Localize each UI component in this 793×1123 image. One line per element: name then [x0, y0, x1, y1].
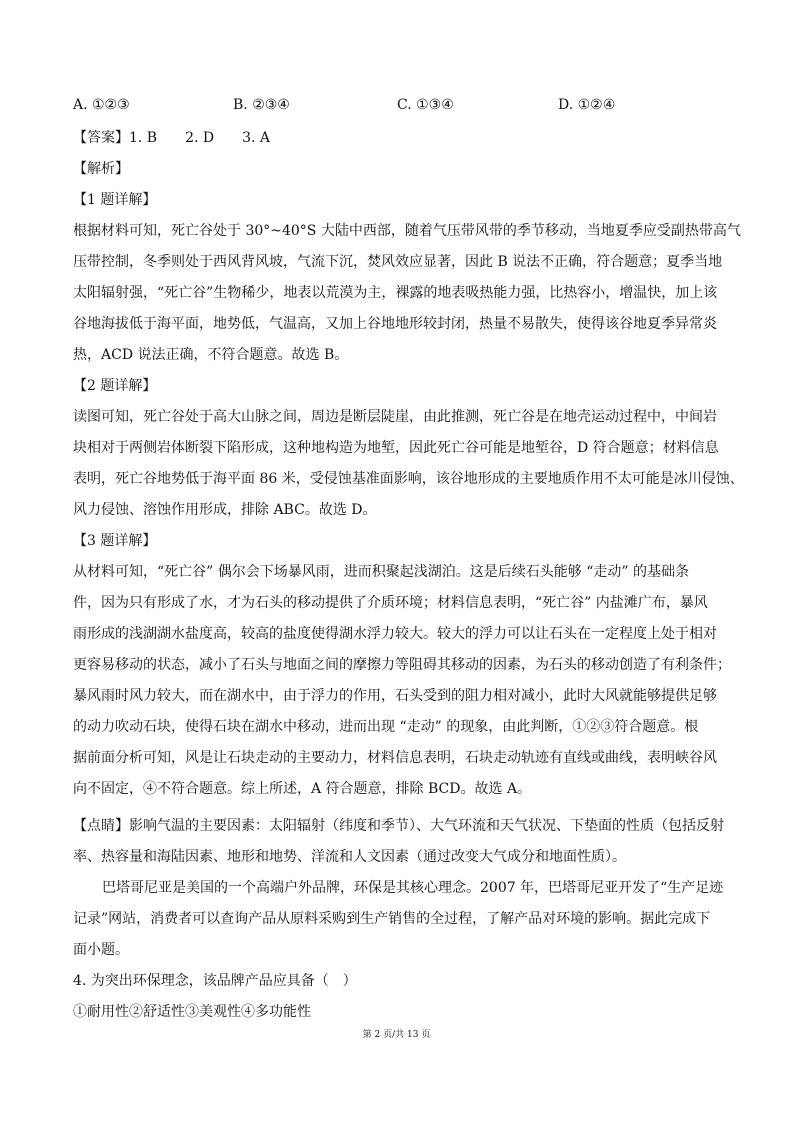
answer-line: 【答案】1. B 2. D 3. A: [73, 130, 271, 146]
q3-line: 更容易移动的状态，减小了石头与地面之间的摩擦力等阻碍其移动的因素，为石头的移动创造了有利条件；: [73, 657, 731, 673]
q3-line: 雨形成的浅湖湖水盐度高，较高的盐度使得湖水浮力较大。较大的浮力可以让石头在一定程度上处于相对: [73, 626, 717, 642]
option-b: B. ②③④: [233, 97, 290, 113]
q1-line: 谷地海拔低于海平面，地势低，气温高，又加上谷地地形较封闭，热量不易散失，使得该谷地夏季异常炎: [73, 316, 717, 332]
option-c: C. ①③④: [397, 97, 454, 113]
q1-line: 太阳辐射强，“死亡谷”生物稀少，地表以荒漠为主，裸露的地表吸热能力强，比热容小，增温快，加上该: [73, 285, 718, 301]
q3-line: 的动力吹动石块，使得石块在湖水中移动，进而出现 “走动” 的现象，由此判断，①②③符合题意。根: [73, 719, 699, 735]
q3-line: 件，因为只有形成了水，才为石头的移动提供了介质环境；材料信息表明，“死亡谷” 内盐滩广布，暴风: [73, 595, 708, 611]
passage-line: 面小题。: [73, 942, 129, 958]
q3-line: 暴风雨时风力较大，而在湖水中，由于浮力的作用，石头受到的阻力相对减小，此时大风就能够提供足够: [73, 688, 717, 704]
q1-line: 压带控制，冬季则处于西风背风坡，气流下沉，焚风效应显著，因此 B 说法不正确，符合题意；夏季当地: [73, 254, 723, 270]
option-d: D. ①②④: [558, 97, 616, 113]
tip-line: 【点睛】影响气温的主要因素：太阳辐射（纬度和季节）、大气环流和天气状况、下垫面的性质（包括反射: [73, 818, 724, 834]
q2-line: 块相对于两侧岩体断裂下陷形成，这种地构造为地堑，因此死亡谷可能是地堑谷，D 符合题意；材料信息: [73, 440, 719, 456]
question-4-stem: 4. 为突出环保理念，该品牌产品应具备（ ）: [73, 973, 357, 989]
q2-line: 表明，死亡谷地势低于海平面 86 米，受侵蚀基准面影响，该谷地形成的主要地质作用不太可能是冰川侵蚀、: [73, 471, 744, 487]
q3-line: 从材料可知，“死亡谷” 偶尔会下场暴风雨，进而积聚起浅湖泊。这是后续石头能够 “走动” 的基础条: [73, 564, 689, 580]
q3-heading: 【3 题详解】: [73, 533, 157, 549]
analysis-heading: 【解析】: [73, 161, 129, 177]
q2-heading: 【2 题详解】: [73, 378, 157, 394]
tip-line: 率、热容量和海陆因素、地形和地势、洋流和人文因素（通过改变大气成分和地面性质）。: [73, 849, 626, 865]
passage-line: 巴塔哥尼亚是美国的一个高端户外品牌，环保是其核心理念。2007 年，巴塔哥尼亚开发了“生产足迹: [102, 880, 724, 896]
q2-line: 风力侵蚀、溶蚀作用形成，排除 ABC。故选 D。: [73, 502, 377, 518]
q1-heading: 【1 题详解】: [73, 192, 157, 208]
q3-line: 据前面分析可知，风是让石块走动的主要动力，材料信息表明，石块走动轨迹有直线或曲线，表明峡谷风: [73, 750, 717, 766]
page-footer: 第 2 页/共 13 页: [362, 1030, 431, 1040]
q2-line: 读图可知，死亡谷处于高大山脉之间，周边是断层陡崖，由此推测，死亡谷是在地壳运动过程中，中间岩: [73, 409, 717, 425]
q3-line: 向不固定，④不符合题意。综上所述，A 符合题意，排除 BCD。故选 A。: [73, 781, 532, 797]
q1-line: 热，ACD 说法正确，不符合题意。故选 B。: [73, 347, 349, 363]
question-4-choices: ①耐用性②舒适性③美观性④多功能性: [73, 1004, 311, 1020]
option-a: A. ①②③: [73, 97, 130, 113]
passage-line: 记录”网站，消费者可以查询产品从原料采购到生产销售的全过程，了解产品对环境的影响。据此完成下: [73, 911, 711, 927]
q1-line: 根据材料可知，死亡谷处于 30°~40°S 大陆中西部，随着气压带风带的季节移动，当地夏季应受副热带高气: [73, 223, 741, 239]
